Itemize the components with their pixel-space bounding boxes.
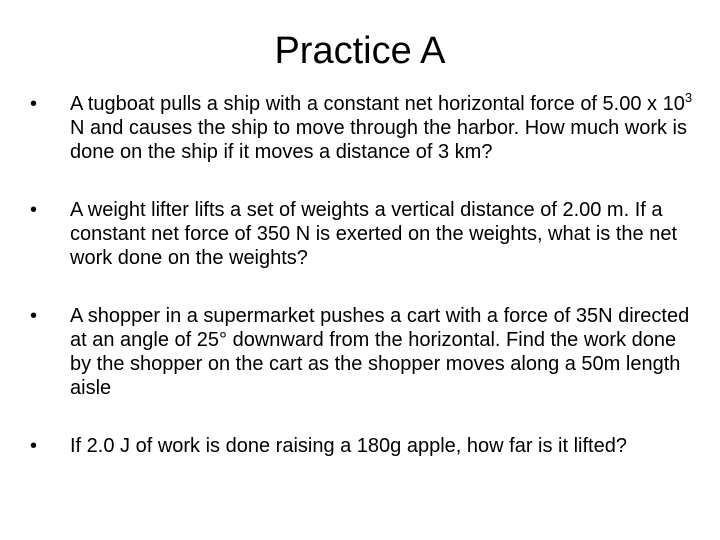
bullet-text: If 2.0 J of work is done raising a 180g apple, how far is it lifted? xyxy=(70,435,627,457)
bullet-text xyxy=(70,92,700,164)
bullet-list xyxy=(30,92,700,492)
bullet-item-tugboat xyxy=(30,92,700,164)
exponent: 3 xyxy=(684,90,693,105)
bullet-marker: • xyxy=(30,93,38,115)
bullet-text: A shopper in a supermarket pushes a cart with a force of 35N directed at an angle of 25° downward from the horizontal. Find the work done by the shopper on the cart as the shopper moves along a 50m length aisle xyxy=(70,305,690,399)
bullet-marker: • xyxy=(30,435,38,457)
bullet-marker: • xyxy=(30,199,38,221)
bullet-item-shopper xyxy=(30,304,700,400)
bullet-item-weight-lifter xyxy=(30,198,700,270)
bullet-text-part: N and causes the ship to move through the harbor. How much work is done on the ship if it moves a distance of 3 km? xyxy=(70,117,687,163)
bullet-marker: • xyxy=(30,305,38,327)
bullet-text-part: A tugboat pulls a ship with a constant net horizontal force of 5.00 x 10 xyxy=(70,93,685,115)
slide-title: Practice A xyxy=(274,30,446,72)
bullet-text: A weight lifter lifts a set of weights a vertical distance of 2.00 m. If a constant net force of 350 N is exerted on the weights, what is the net work done on the weights? xyxy=(70,199,678,269)
bullet-item-apple xyxy=(30,434,700,458)
